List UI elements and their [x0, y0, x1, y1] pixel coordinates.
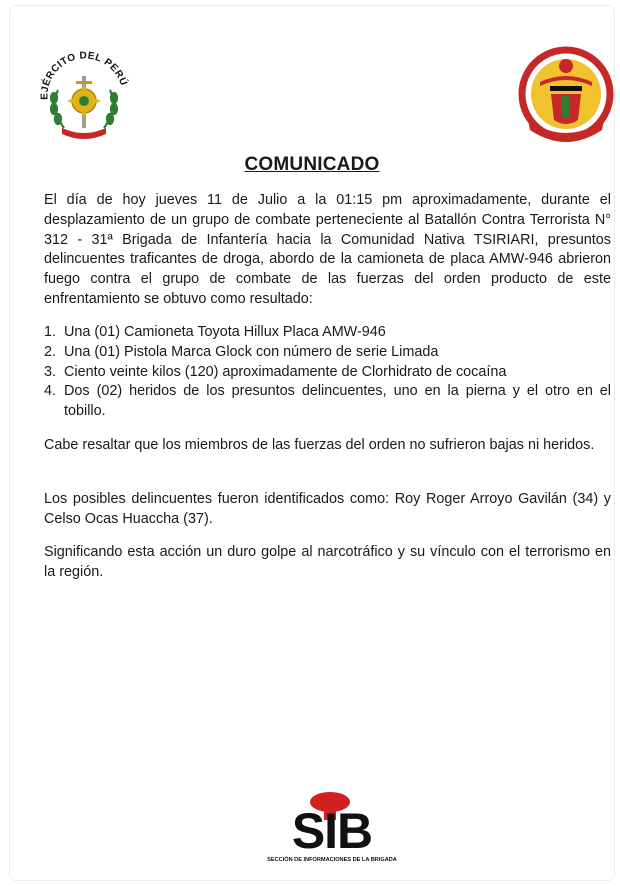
brigade-shield-icon — [516, 42, 616, 152]
list-item-text: Dos (02) heridos de los presuntos delincuentes, uno en la pierna y el otro en el tobillo. — [64, 383, 611, 420]
army-logo-text: EJÉRCITO DEL PERÚ — [39, 50, 129, 100]
document-page — [10, 6, 614, 880]
list-item-text: Ciento veinte kilos (120) aproximadamente de Clorhidrato de cocaína — [64, 363, 507, 380]
list-item — [44, 323, 611, 343]
intro-paragraph: El día de hoy jueves 11 de Julio a la 01:15 pm aproximadamente, durante el desplazamiento de un grupo de combate perteneciente al Batallón Contra Terrorista N° 312 - 31ª Brigada de Infantería hacia la Comunidad Nativa TSIRIARI, presuntos delincuentes traficantes de droga, abordo de la camioneta de placa AMW-946 abrieron fuego contra el grupo de combate de las fuerzas del orden producto de este enfrentamiento se obtuvo como resultado: — [44, 192, 611, 307]
list-item-number: 1. — [44, 324, 57, 340]
document-title: COMUNICADO — [244, 154, 380, 175]
sib-logo — [246, 788, 418, 866]
list-item — [44, 382, 611, 422]
casualties-paragraph: Cabe resaltar que los miembros de las fuerzas del orden no sufrieron bajas ni heridos. — [44, 437, 595, 453]
identified-paragraph: Los posibles delincuentes fueron identificados como: Roy Roger Arroyo Gavilán (34) y Celso Ocas Huaccha (37). — [44, 491, 611, 527]
list-item-number: 2. — [44, 343, 57, 360]
list-item — [44, 343, 611, 363]
sib-wordmark: SIB — [291, 803, 373, 859]
results-list — [44, 323, 611, 422]
list-item — [44, 363, 611, 383]
list-item-number: 4. — [44, 383, 57, 400]
sib-caption: SECCIÓN DE INFORMACIONES DE LA BRIGADA — [267, 857, 397, 863]
list-item-text: Una (01) Camioneta Toyota Hillux Placa AMW-946 — [64, 324, 386, 340]
list-item-text: Una (01) Pistola Marca Glock con número de serie Limada — [64, 343, 439, 360]
list-item-number: 3. — [44, 363, 57, 380]
army-of-peru-seal-icon — [34, 46, 134, 146]
closing-paragraph: Significando esta acción un duro golpe al narcotráfico y su vínculo con el terrorismo en la región. — [44, 544, 611, 580]
